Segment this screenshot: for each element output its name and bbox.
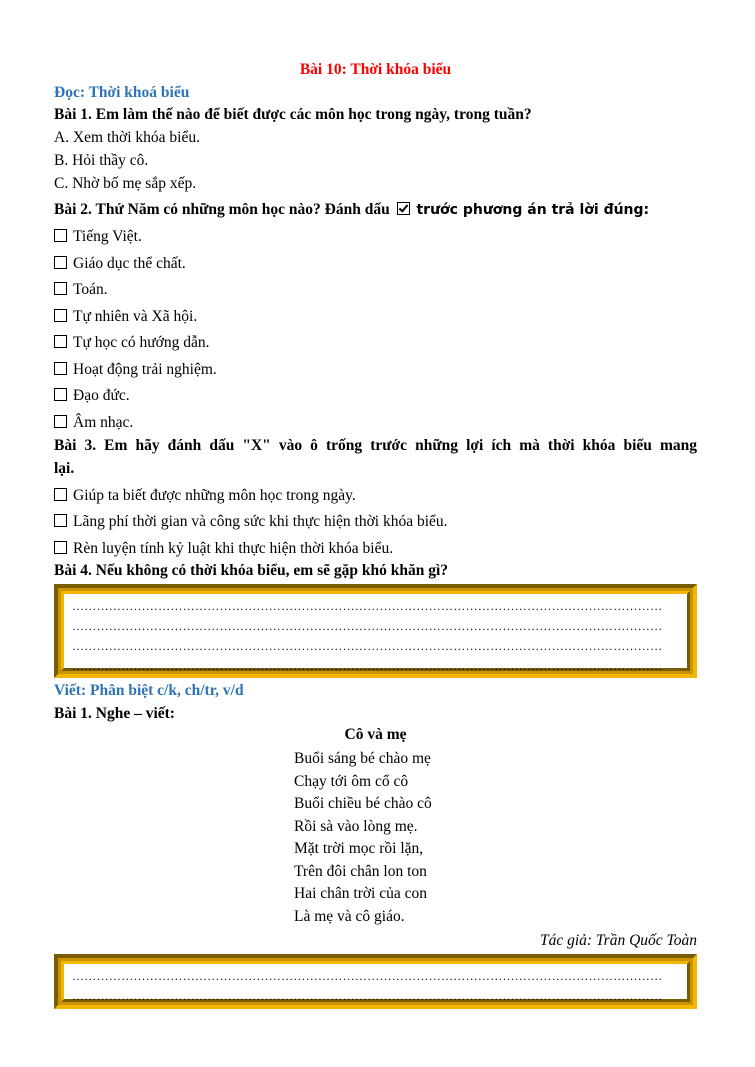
page-title: Bài 10: Thời khóa biểu [299, 61, 452, 78]
answer-area[interactable] [61, 591, 690, 671]
checkbox-icon[interactable] [54, 256, 67, 269]
writing-section-heading: Viết: Phân biệt c/k, ch/tr, v/d [54, 682, 244, 699]
answer-line[interactable]: ……………………………………………………………………………………………………………………………… [72, 989, 663, 1003]
question-2 [54, 200, 649, 220]
poem-line: Là mẹ và cô giáo. [294, 907, 405, 925]
option-label: Rèn luyện tính kỷ luật khi thực hiện thời khóa biểu. [73, 540, 394, 557]
q1-option-a: A. Xem thời khóa biểu. [54, 129, 200, 146]
option-label: Giáo dục thể chất. [73, 255, 186, 272]
poem-line: Hai chân trời của con [294, 885, 427, 902]
answer-area[interactable] [61, 961, 690, 1002]
poem-line: Chạy tới ôm cổ cô [294, 772, 409, 790]
q2-option[interactable] [54, 254, 186, 274]
poem-line: Buổi sáng bé chào mẹ [294, 750, 431, 767]
q1-option-c: C. Nhờ bố mẹ sắp xếp. [54, 175, 197, 192]
q2-option[interactable] [54, 280, 108, 300]
checked-box-icon [397, 202, 410, 215]
checkbox-icon[interactable] [54, 514, 67, 527]
checkbox-icon[interactable] [54, 362, 67, 375]
checkbox-icon[interactable] [54, 541, 67, 554]
q2-text-part2: trước phương án trả lời đúng: [416, 202, 650, 218]
checkbox-icon[interactable] [54, 229, 67, 242]
checkbox-icon[interactable] [54, 335, 67, 348]
dictation-answer-box[interactable] [54, 954, 697, 1009]
question-4: Bài 4. Nếu không có thời khóa biểu, em sẽ gặp khó khăn gì? [54, 562, 449, 579]
q3-option[interactable] [54, 512, 448, 532]
checkbox-icon[interactable] [54, 488, 67, 501]
q2-option[interactable] [54, 413, 133, 433]
option-label: Tự nhiên và Xã hội. [73, 308, 198, 325]
poem-line: Buổi chiều bé chào cô [294, 795, 432, 812]
poem-body [294, 748, 432, 928]
option-label: Đạo đức. [73, 387, 130, 404]
option-label: Toán. [73, 281, 108, 298]
answer-line[interactable]: ……………………………………………………………………………………………………………………………… [72, 619, 663, 633]
q2-option[interactable] [54, 307, 197, 327]
q2-option[interactable] [54, 386, 130, 406]
question-1: Bài 1. Em làm thế nào để biết được các môn học trong ngày, trong tuần? [54, 106, 532, 123]
poem-title: Cô và mẹ [344, 726, 407, 743]
option-label: Âm nhạc. [73, 414, 134, 431]
answer-line[interactable]: ……………………………………………………………………………………………………………………………… [72, 599, 663, 613]
option-label: Tự học có hướng dẫn. [73, 334, 210, 351]
poem-line: Trên đôi chân lon ton [294, 862, 427, 880]
question-3-line2: lại. [54, 460, 75, 477]
q2-option[interactable] [54, 333, 209, 353]
option-label: Lãng phí thời gian và công sức khi thực hiện thời khóa biểu. [73, 513, 448, 530]
reading-section-heading: Đọc: Thời khoá biểu [54, 84, 190, 101]
q4-answer-box[interactable] [54, 584, 697, 678]
answer-line[interactable]: ……………………………………………………………………………………………………………………………… [72, 659, 663, 673]
answer-line[interactable]: ……………………………………………………………………………………………………………………………… [72, 639, 663, 653]
checkbox-icon[interactable] [54, 415, 67, 428]
answer-line[interactable]: ……………………………………………………………………………………………………………………………… [72, 969, 663, 983]
q3-option[interactable] [54, 486, 356, 506]
poem-line: Mặt trời mọc rồi lặn, [294, 840, 424, 857]
option-label: Tiếng Việt. [73, 228, 142, 245]
q1-option-b: B. Hỏi thầy cô. [54, 152, 149, 169]
poem-author: Tác giả: Trần Quốc Toàn [539, 932, 697, 949]
checkbox-icon[interactable] [54, 282, 67, 295]
writing-question-1: Bài 1. Nghe – viết: [54, 705, 175, 722]
checkbox-icon[interactable] [54, 309, 67, 322]
q2-text-part1: Bài 2. Thứ Năm có những môn học nào? Đánh dấu [54, 201, 390, 218]
option-label: Hoạt động trải nghiệm. [73, 361, 217, 378]
checkbox-icon[interactable] [54, 388, 67, 401]
q2-option[interactable] [54, 360, 217, 380]
q2-option[interactable] [54, 227, 142, 247]
q3-option[interactable] [54, 539, 393, 559]
option-label: Giúp ta biết được những môn học trong ngày. [73, 487, 356, 504]
question-3-line1: Bài 3. Em hãy đánh dấu "X" vào ô trống trước những lợi ích mà thời khóa biểu mang [54, 437, 697, 454]
poem-line: Rồi sà vào lòng mẹ. [294, 817, 418, 835]
